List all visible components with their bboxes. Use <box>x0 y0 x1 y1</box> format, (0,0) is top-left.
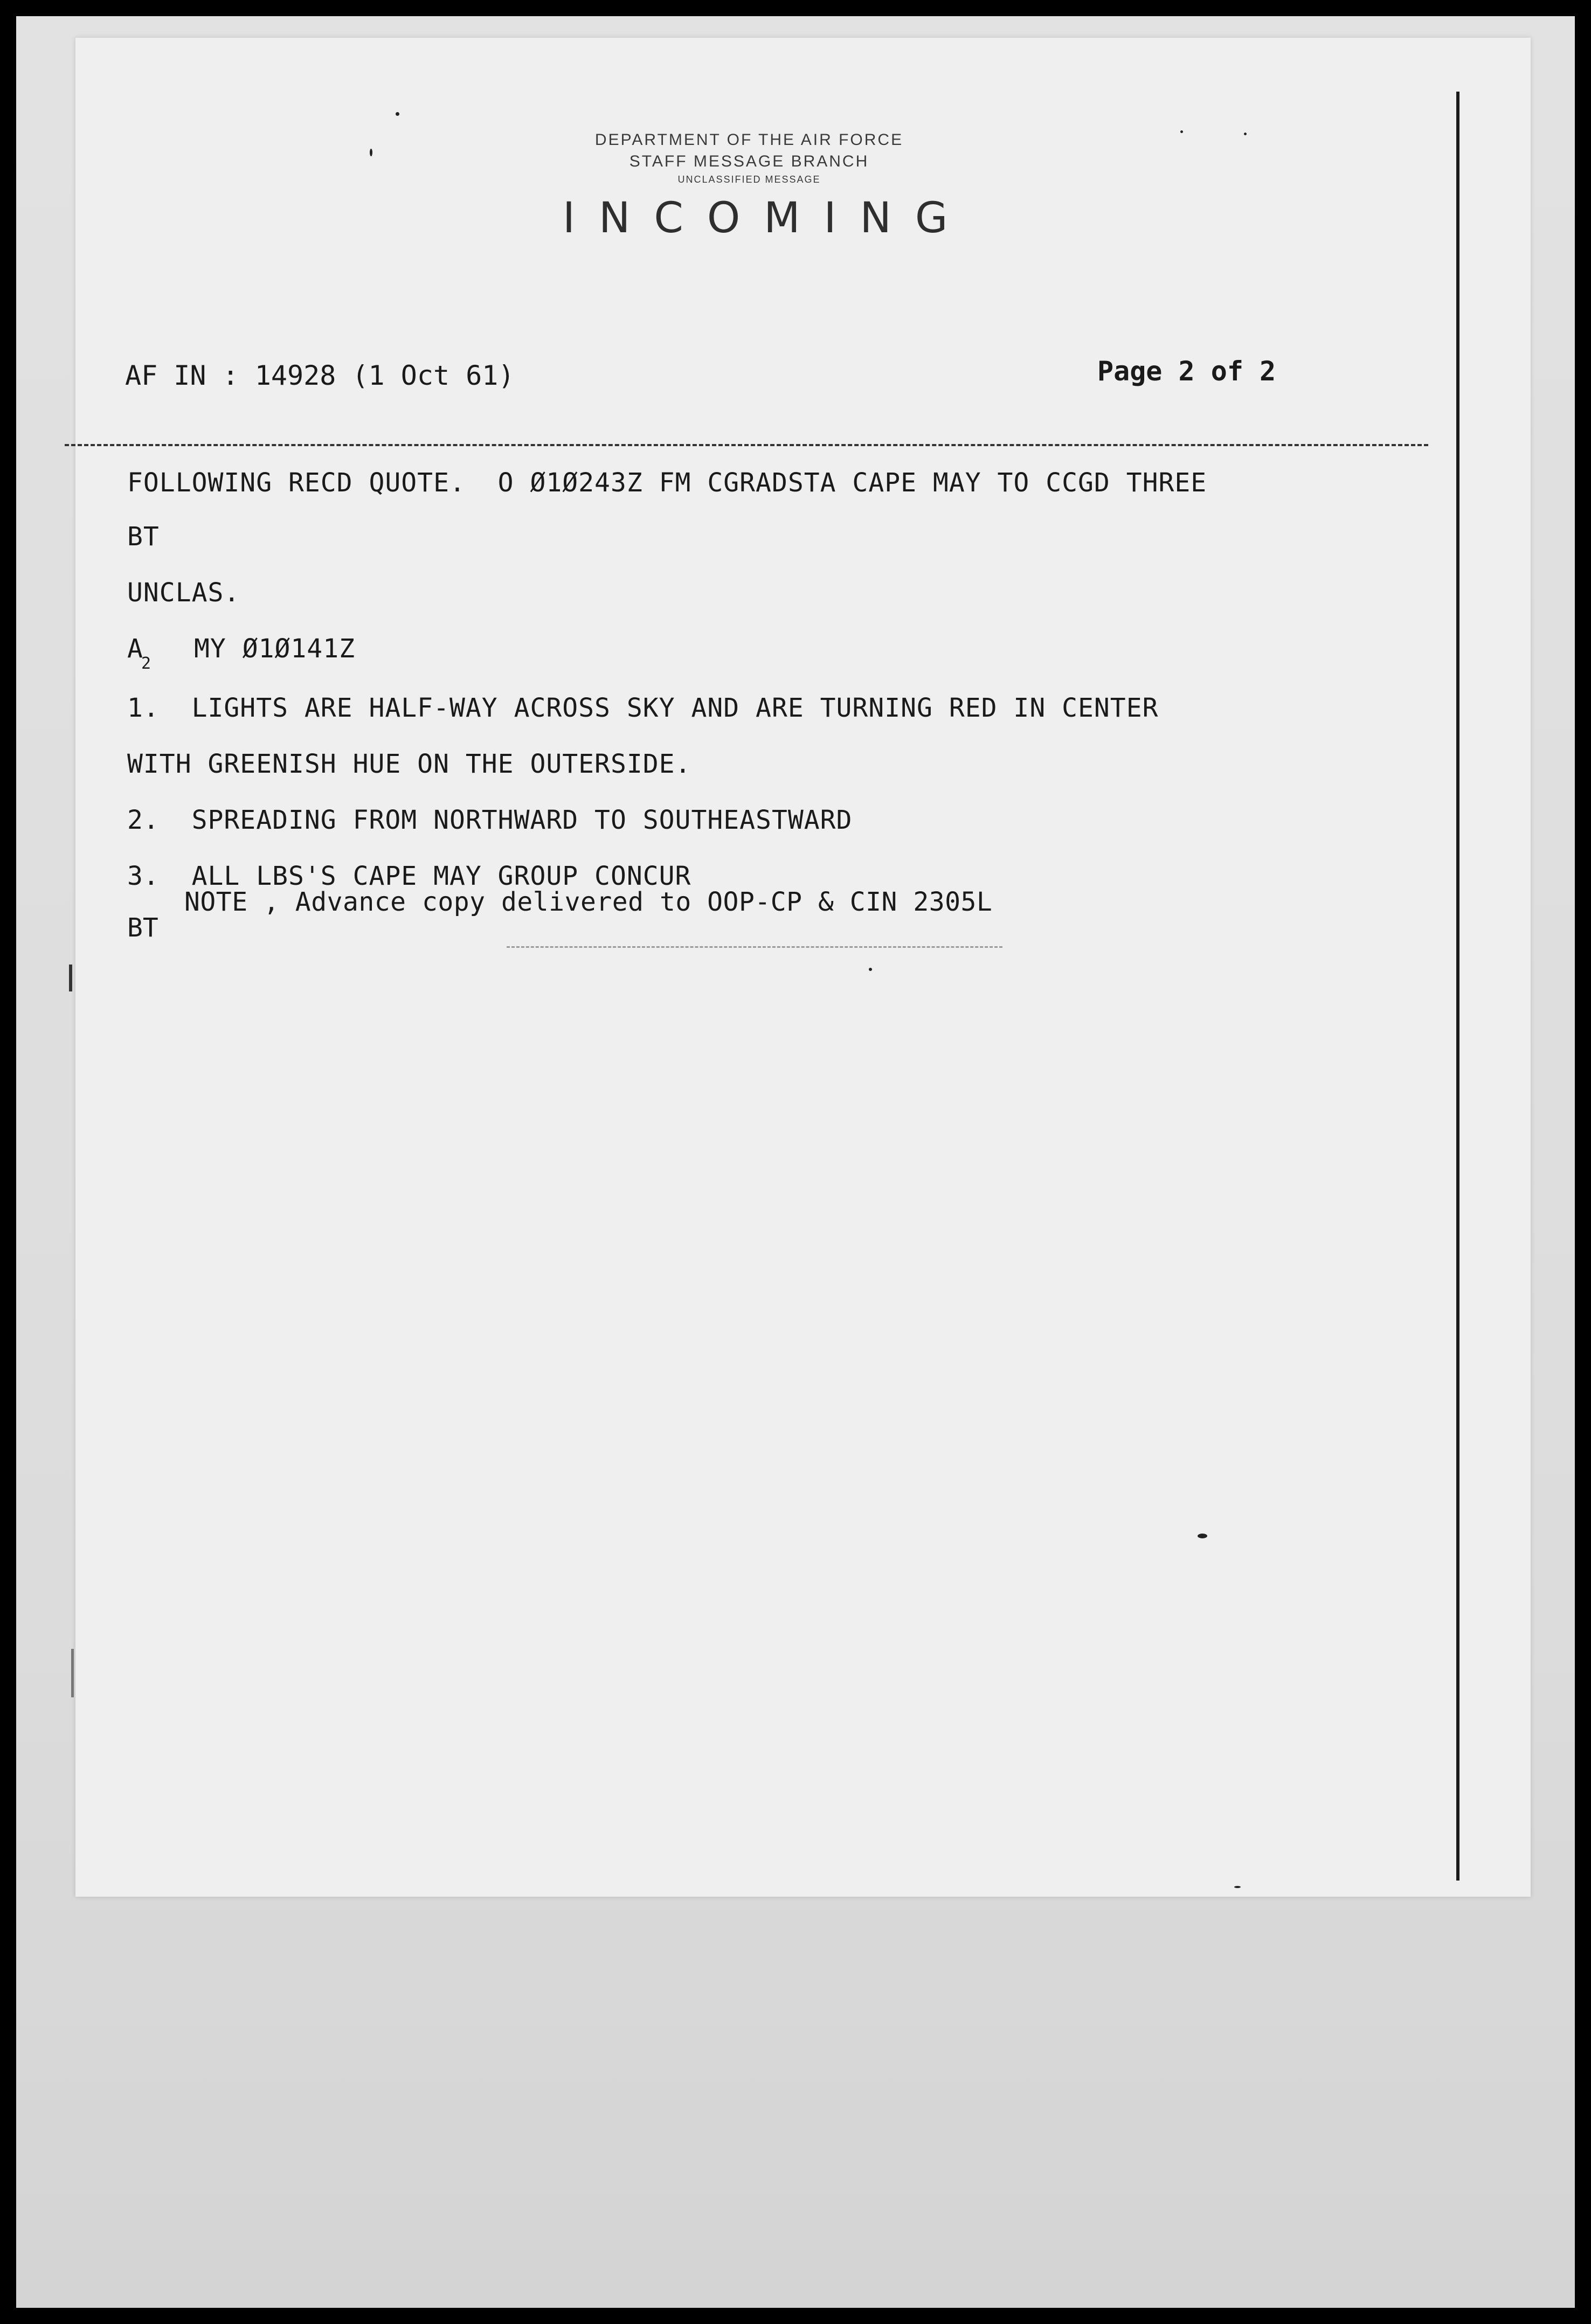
advance-copy-note: NOTE , Advance copy delivered to OOP-CP & CIN 2305L <box>184 887 993 917</box>
message-line-item-3: 3. ALL LBS'S CAPE MAY GROUP CONCUR <box>127 861 691 891</box>
message-line-reference: MY Ø1Ø141Z <box>194 634 355 664</box>
stamp-incoming: INCOMING <box>563 194 972 242</box>
message-line-item-1: 1. LIGHTS ARE HALF-WAY ACROSS SKY AND ARE TURNING RED IN CENTER <box>127 693 1159 723</box>
message-line-routing: FOLLOWING RECD QUOTE. O Ø1Ø243Z FM CGRADSTA CAPE MAY TO CCGD THREE <box>127 468 1207 498</box>
message-sheet <box>75 38 1531 1897</box>
left-margin-mark <box>69 965 72 991</box>
stamp-classification: UNCLASSIFIED MESSAGE <box>677 174 821 185</box>
message-line-unclas: UNCLAS. <box>127 578 240 608</box>
page-number: Page 2 of 2 <box>1097 356 1276 387</box>
af-in-number: AF IN : 14928 (1 Oct 61) <box>125 360 515 391</box>
message-line-item-1-cont: WITH GREENISH HUE ON THE OUTERSIDE. <box>127 749 691 779</box>
faint-end-rule <box>507 946 1002 948</box>
message-line-bt-end: BT <box>127 913 158 943</box>
header-divider <box>65 444 1428 446</box>
message-line-reference-letter: A <box>127 634 143 664</box>
message-line-bt: BT <box>127 522 160 552</box>
left-margin-mark-lower <box>71 1649 74 1697</box>
message-line-reference-subscript: 2 <box>141 654 151 673</box>
message-line-item-2: 2. SPREADING FROM NORTHWARD TO SOUTHEASTWARD <box>127 805 853 835</box>
sheet-right-edge-rule <box>1456 92 1459 1881</box>
stamp-branch: STAFF MESSAGE BRANCH <box>629 152 869 170</box>
department-stamp <box>539 129 972 242</box>
stamp-department: DEPARTMENT OF THE AIR FORCE <box>594 131 904 149</box>
